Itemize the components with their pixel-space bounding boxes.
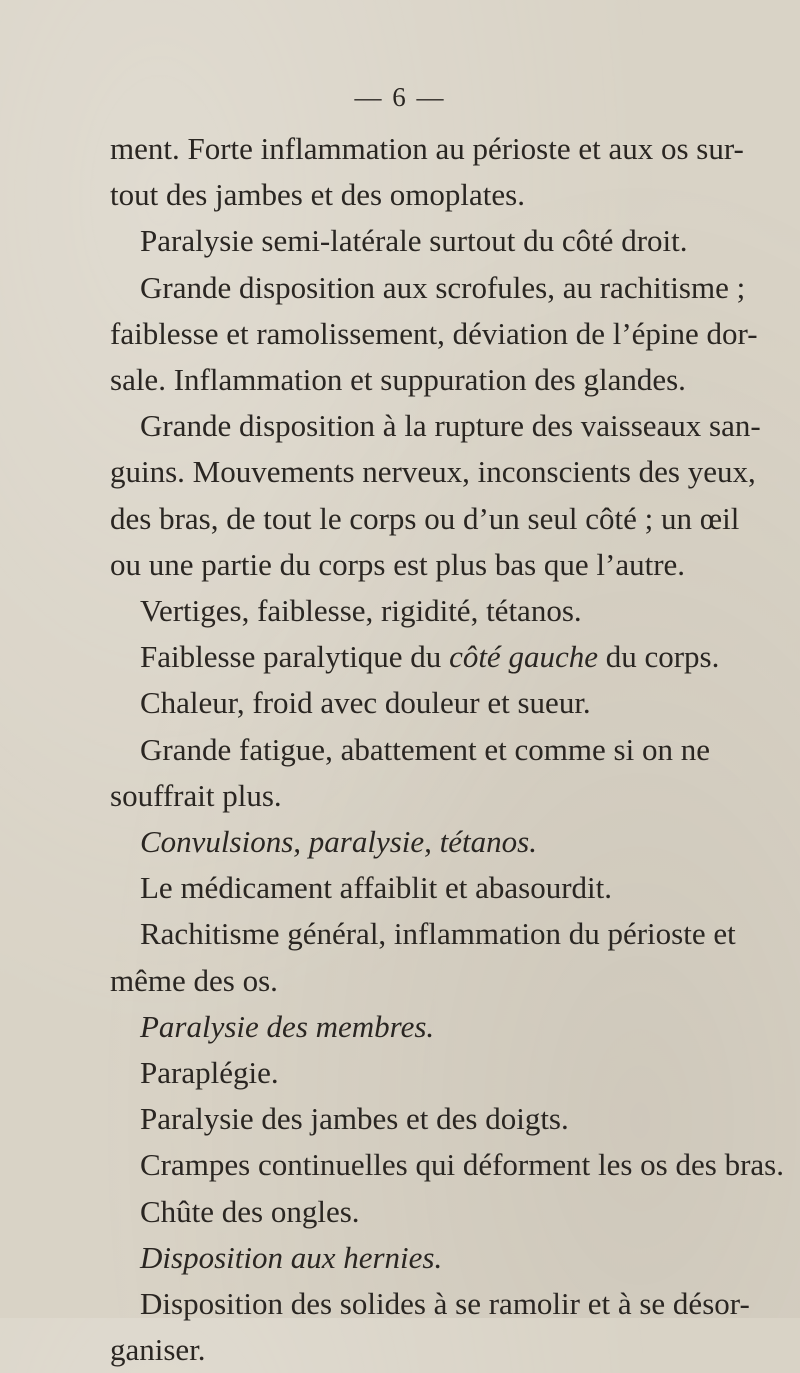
text-line: Rachitisme général, inflammation du périoste et bbox=[140, 916, 736, 952]
text-line: Disposition des solides à se ramolir et à se désor- bbox=[140, 1286, 750, 1322]
text-line: ganiser. bbox=[110, 1332, 206, 1368]
text-line: des bras, de tout le corps ou d’un seul côté ; un œil bbox=[110, 500, 740, 536]
text-line: Crampes continuelles qui déforment les os des bras. bbox=[140, 1147, 784, 1183]
text-line: Grande fatigue, abattement et comme si on ne bbox=[140, 731, 710, 767]
text-line: Grande disposition aux scrofules, au rachitisme ; bbox=[140, 269, 746, 305]
text-span: Faiblesse paralytique du bbox=[140, 639, 450, 675]
text-line: souffrait plus. bbox=[110, 777, 282, 813]
text-line: Convulsions, paralysie, tétanos. bbox=[140, 824, 537, 860]
body-text bbox=[110, 126, 784, 1373]
text-span: du corps. bbox=[597, 639, 720, 675]
text-line: Paraplégie. bbox=[140, 1055, 279, 1091]
text-line: ment. Forte inflammation au périoste et aux os sur- bbox=[110, 131, 744, 166]
text-line bbox=[110, 634, 720, 680]
text-line: Chaleur, froid avec douleur et sueur. bbox=[140, 685, 591, 721]
text-line: Le médicament affaiblit et abasourdit. bbox=[140, 870, 612, 906]
text-line: sale. Inflammation et suppuration des glandes. bbox=[110, 362, 686, 398]
italic-span: côté gauche bbox=[449, 639, 598, 675]
text-line: Paralysie des jambes et des doigts. bbox=[140, 1101, 569, 1137]
text-line: Disposition aux hernies. bbox=[140, 1239, 443, 1275]
text-line: faiblesse et ramolissement, déviation de l’épine dor- bbox=[110, 315, 758, 351]
text-line: Paralysie des membres. bbox=[140, 1008, 435, 1044]
text-line: ou une partie du corps est plus bas que l’autre. bbox=[110, 546, 686, 582]
text-line: tout des jambes et des omoplates. bbox=[110, 177, 525, 213]
text-line: guins. Mouvements nerveux, inconscients des yeux, bbox=[110, 454, 756, 490]
text-line: Chûte des ongles. bbox=[140, 1193, 360, 1229]
text-line: Paralysie semi-latérale surtout du côté droit. bbox=[140, 223, 688, 259]
text-line: Vertiges, faiblesse, rigidité, tétanos. bbox=[140, 593, 582, 629]
text-line: même des os. bbox=[110, 962, 278, 998]
page-number: — 6 — bbox=[354, 82, 446, 112]
text-line: Grande disposition à la rupture des vaisseaux san- bbox=[140, 408, 761, 444]
